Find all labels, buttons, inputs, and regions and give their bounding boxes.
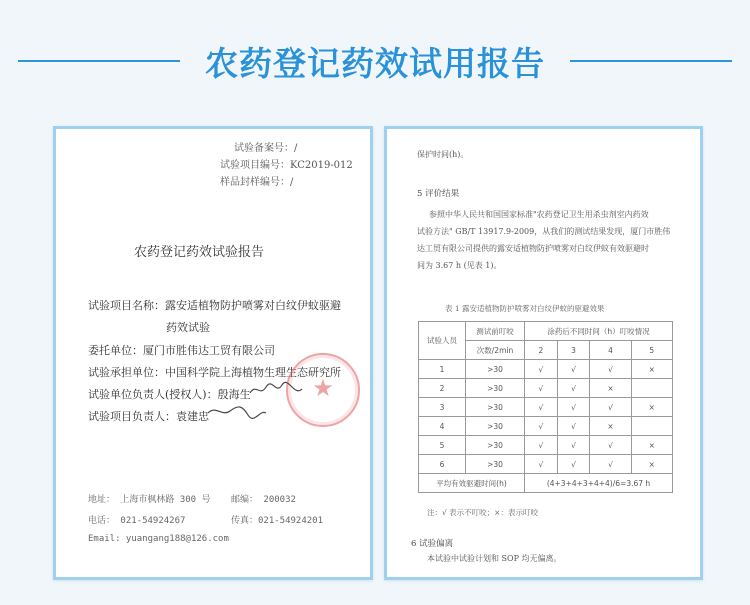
bite-result: √ bbox=[525, 360, 558, 379]
average-value: (4+3+4+3+4+4)/6=3.67 h bbox=[525, 474, 673, 493]
bite-result: √ bbox=[590, 455, 631, 474]
signature-project-leader bbox=[204, 401, 270, 423]
bite-result: × bbox=[631, 398, 672, 417]
header-pre-bites: 测试前叮咬 bbox=[466, 322, 525, 341]
undertaking-unit: 试验承担单位：中国科学院上海植物生理生态研究所 bbox=[88, 366, 341, 379]
pre-bites: >30 bbox=[466, 436, 525, 455]
client-unit: 委托单位：厦门市胜伟达工贸有限公司 bbox=[88, 344, 275, 357]
bite-result: × bbox=[590, 417, 631, 436]
pre-bites: >30 bbox=[466, 398, 525, 417]
table-legend: 注：√ 表示不叮咬；×：表示叮咬 bbox=[427, 508, 538, 517]
bite-result: × bbox=[590, 379, 631, 398]
evaluation-paragraph-line-4: 间为 3.67 h (见表 1)。 bbox=[417, 261, 502, 270]
bite-result: √ bbox=[557, 436, 590, 455]
project-leader: 试验项目负责人：袁建忠 bbox=[88, 410, 209, 423]
contact-fax: 传真：021-54924201 bbox=[231, 516, 324, 526]
average-label: 平均有效驱避时间(h) bbox=[419, 474, 525, 493]
pre-bites: >30 bbox=[466, 455, 525, 474]
bite-result: √ bbox=[525, 436, 558, 455]
header-hour: 2 bbox=[525, 341, 558, 360]
pre-bites: >30 bbox=[466, 360, 525, 379]
header-hour: 4 bbox=[590, 341, 631, 360]
bite-result: √ bbox=[557, 417, 590, 436]
header-pre-bites-unit: 次数/2min bbox=[466, 341, 525, 360]
project-number: 试验项目编号：KC2019-012 bbox=[220, 160, 353, 171]
subject-id: 2 bbox=[419, 379, 466, 398]
bite-result bbox=[631, 417, 672, 436]
header-hour: 3 bbox=[557, 341, 590, 360]
project-name: 试验项目名称：露安适植物防护喷雾对白纹伊蚊驱避 bbox=[88, 299, 341, 312]
subject-id: 3 bbox=[419, 398, 466, 417]
section-6-heading: 6 试验偏离 bbox=[411, 539, 454, 549]
bite-result: √ bbox=[525, 417, 558, 436]
table-row bbox=[419, 417, 673, 436]
banner-title: 农药登记药效试用报告 bbox=[205, 44, 545, 83]
contact-email: Email: yuangang188@126.com bbox=[88, 534, 229, 544]
subject-id: 6 bbox=[419, 455, 466, 474]
record-number: 试验备案号：/ bbox=[234, 143, 298, 154]
bite-result: √ bbox=[590, 436, 631, 455]
pre-bites: >30 bbox=[466, 417, 525, 436]
table-average-row bbox=[419, 474, 673, 493]
section-5-heading: 5 评价结果 bbox=[417, 189, 460, 199]
pre-bites: >30 bbox=[466, 379, 525, 398]
bite-result: × bbox=[631, 360, 672, 379]
section-6-text: 本试验中试验计划和 SOP 均无偏离。 bbox=[427, 554, 562, 563]
banner-divider-right bbox=[570, 60, 732, 62]
table-row bbox=[419, 398, 673, 417]
evaluation-paragraph-line-3: 达工贸有限公司提供的露安适植物防护喷雾对白纹伊蚊有效驱避时 bbox=[417, 244, 649, 253]
subject-id: 5 bbox=[419, 436, 466, 455]
header-after-application: 涂药后不同时间（h）叮咬情况 bbox=[525, 322, 673, 341]
signature-responsible bbox=[246, 379, 306, 401]
contact-address: 地址： 上海市枫林路 300 号 bbox=[88, 495, 211, 505]
table-row bbox=[419, 436, 673, 455]
unit-responsible-person: 试验单位负责人(授权人)：殷海生 bbox=[88, 388, 251, 401]
repellency-results-table bbox=[418, 321, 673, 493]
bite-result: × bbox=[631, 436, 672, 455]
sample-number: 样品封样编号：/ bbox=[220, 177, 294, 188]
bite-result: √ bbox=[525, 398, 558, 417]
bite-result: √ bbox=[557, 360, 590, 379]
header-hour: 5 bbox=[631, 341, 672, 360]
bite-result: √ bbox=[590, 360, 631, 379]
protection-time-note: 保护时间(h)。 bbox=[417, 150, 469, 159]
bite-result: × bbox=[631, 455, 672, 474]
bite-result: √ bbox=[525, 455, 558, 474]
evaluation-paragraph-line-1: 参照中华人民共和国国家标准"农药登记卫生用杀虫剂室内药效 bbox=[429, 210, 649, 219]
bite-result: √ bbox=[557, 455, 590, 474]
report-cover-page bbox=[53, 126, 373, 580]
bite-result: √ bbox=[525, 379, 558, 398]
project-name-continued: 药效试验 bbox=[166, 321, 210, 334]
table-row bbox=[419, 455, 673, 474]
contact-postcode: 邮编： 200032 bbox=[231, 495, 296, 505]
subject-id: 4 bbox=[419, 417, 466, 436]
bite-result: √ bbox=[590, 398, 631, 417]
document-title: 农药登记药效试验报告 bbox=[134, 245, 265, 260]
banner bbox=[0, 0, 750, 118]
report-results-page bbox=[384, 126, 703, 580]
bite-result: √ bbox=[557, 379, 590, 398]
seal-star-icon: ★ bbox=[312, 374, 334, 402]
table-row bbox=[419, 379, 673, 398]
table-header-row bbox=[419, 322, 673, 341]
table-row bbox=[419, 360, 673, 379]
bite-result bbox=[631, 379, 672, 398]
evaluation-paragraph-line-2: 试验方法" GB/T 13917.9-2009，从我们的测试结果发现，厦门市胜伟 bbox=[417, 227, 671, 236]
contact-phone: 电话： 021-54924267 bbox=[88, 516, 186, 526]
header-subjects: 试验人员 bbox=[419, 322, 466, 360]
bite-result: √ bbox=[557, 398, 590, 417]
table-caption: 表 1 露安适植物防护喷雾对白纹伊蚊的驱避效果 bbox=[445, 304, 605, 313]
subject-id: 1 bbox=[419, 360, 466, 379]
